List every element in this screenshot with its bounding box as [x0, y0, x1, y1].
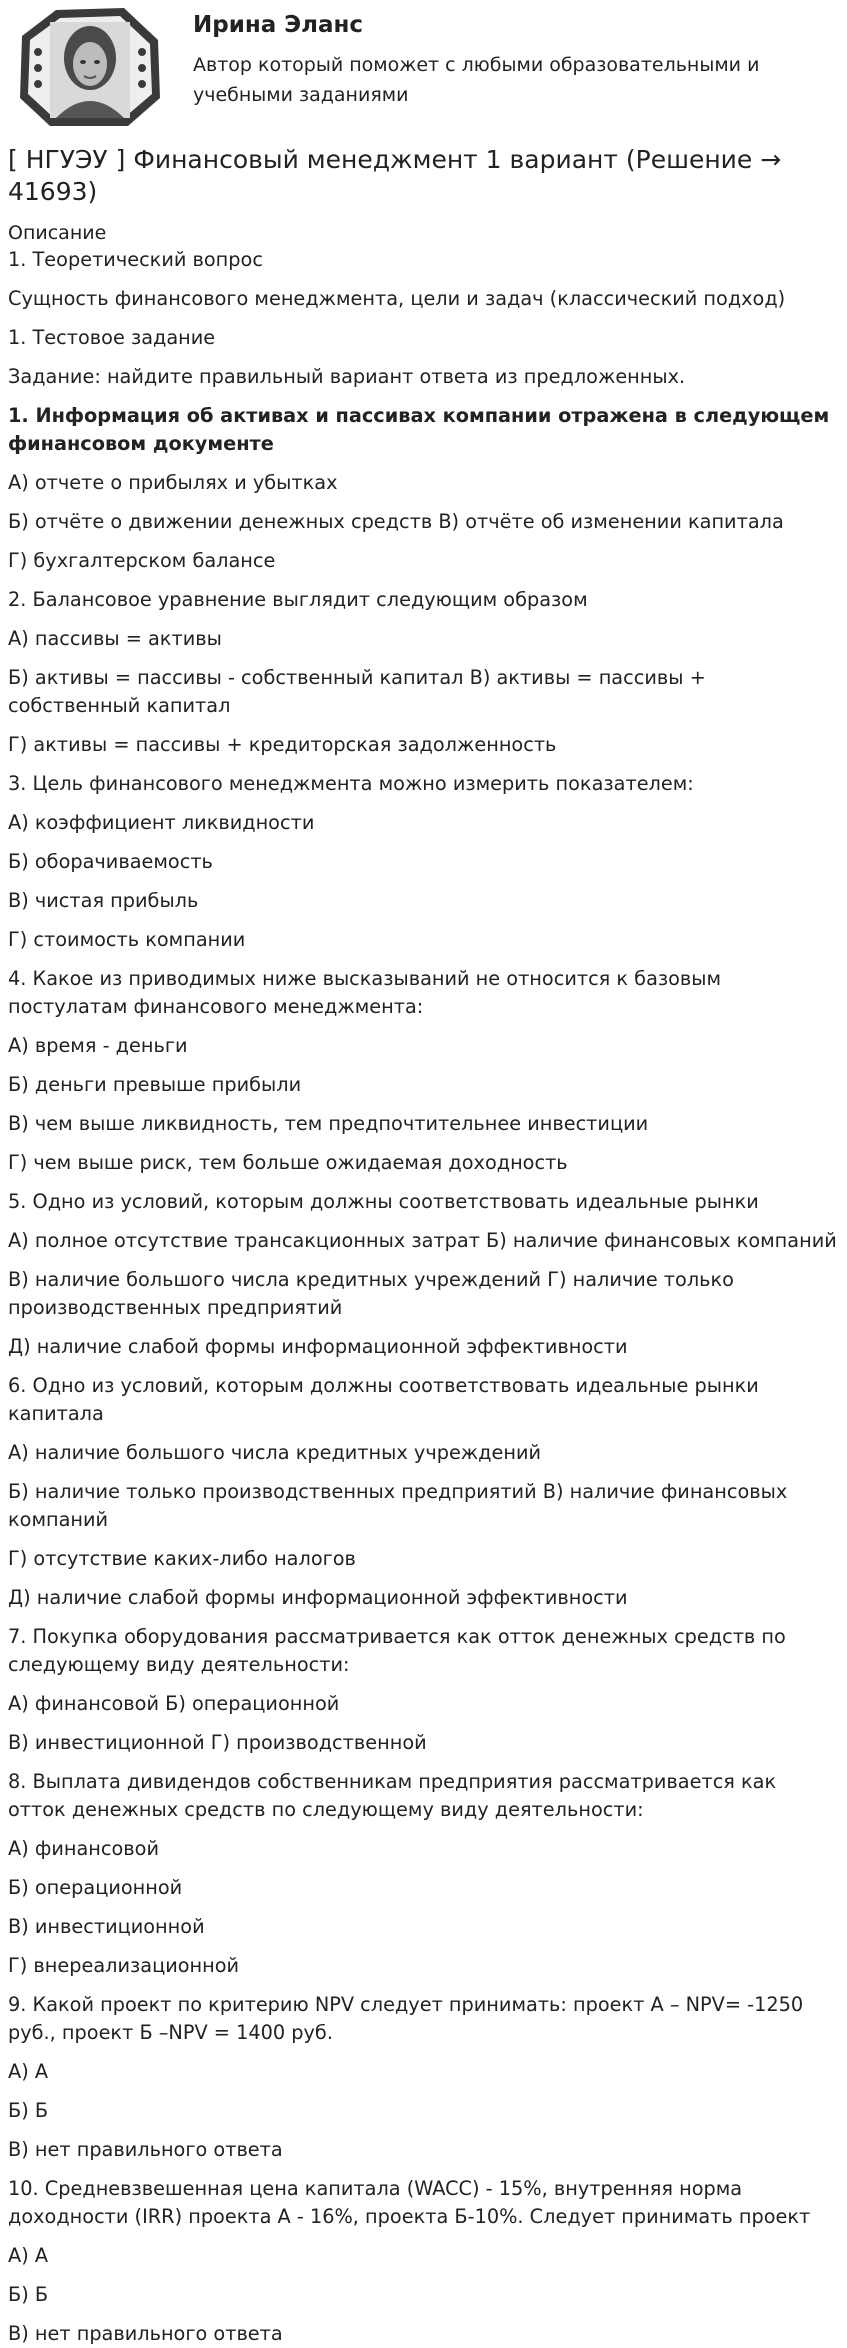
content-paragraph: А) А	[8, 2244, 49, 2267]
content-paragraph: Г) отсутствие каких-либо налогов	[8, 1547, 356, 1570]
description-content	[8, 246, 839, 2348]
content-paragraph: 1. Теоретический вопрос	[8, 248, 263, 271]
content-paragraph: 3. Цель финансового менеджмента можно измерить показателем:	[8, 772, 694, 795]
content-paragraph: Б) Б	[8, 2283, 49, 2306]
content-paragraph: 6. Одно из условий, которым должны соответствовать идеальные рынки капитала	[8, 1374, 759, 1425]
content-paragraph: В) чистая прибыль	[8, 889, 199, 912]
content-paragraph: А) финансовой	[8, 1837, 159, 1860]
content-paragraph: Г) бухгалтерском балансе	[8, 549, 276, 572]
content-paragraph: 1. Информация об активах и пассивах компании отражена в следующем финансовом документе	[8, 404, 830, 455]
content-paragraph: Б) оборачиваемость	[8, 850, 213, 873]
content-paragraph: Б) активы = пассивы - собственный капитал В) активы = пассивы + собственный капитал	[8, 666, 706, 717]
content-paragraph: А) пассивы = активы	[8, 627, 222, 650]
content-paragraph: 7. Покупка оборудования рассматривается как отток денежных средств по следующему виду деятельности:	[8, 1625, 786, 1676]
content-paragraph: А) время - деньги	[8, 1034, 188, 1057]
content-paragraph: Задание: найдите правильный вариант ответа из предложенных.	[8, 365, 686, 388]
content-paragraph: Г) стоимость компании	[8, 928, 246, 951]
description-label: Описание	[8, 222, 107, 244]
author-description: Автор который поможет с любыми образовательными и учебными заданиями	[193, 54, 760, 106]
portrait-icon	[50, 22, 130, 118]
content-paragraph: 2. Балансовое уравнение выглядит следующим образом	[8, 588, 588, 611]
content-paragraph: 5. Одно из условий, которым должны соответствовать идеальные рынки	[8, 1190, 759, 1213]
content-paragraph: Сущность финансового менеджмента, цели и задач (классический подход)	[8, 287, 786, 310]
content-paragraph: А) коэффициент ликвидности	[8, 811, 315, 834]
content-paragraph: А) А	[8, 2060, 49, 2083]
content-paragraph: В) нет правильного ответа	[8, 2138, 283, 2161]
content-paragraph: Г) чем выше риск, тем больше ожидаемая доходность	[8, 1151, 568, 1174]
content-paragraph: А) отчете о прибылях и убытках	[8, 471, 338, 494]
content-paragraph: 10. Средневзвешенная цена капитала (WACC) - 15%, внутренняя норма доходности (IRR) проекта А - 16%, проекта Б-10%. Следует принимать проект	[8, 2177, 811, 2228]
page-title: [ НГУЭУ ] Финансовый менеджмент 1 вариант (Решение → 41693)	[8, 145, 782, 206]
author-avatar[interactable]	[16, 6, 164, 128]
content-paragraph: А) финансовой Б) операционной	[8, 1692, 340, 1715]
content-paragraph: В) чем выше ликвидность, тем предпочтительнее инвестиции	[8, 1112, 649, 1135]
content-paragraph: Д) наличие слабой формы информационной эффективности	[8, 1586, 628, 1609]
content-paragraph: Б) отчёте о движении денежных средств В) отчёте об изменении капитала	[8, 510, 784, 533]
content-paragraph: А) наличие большого числа кредитных учреждений	[8, 1441, 542, 1464]
content-paragraph: Б) операционной	[8, 1876, 183, 1899]
author-name[interactable]: Ирина Эланс	[193, 12, 364, 38]
content-paragraph: Г) активы = пассивы + кредиторская задолженность	[8, 733, 557, 756]
content-paragraph: В) инвестиционной Г) производственной	[8, 1731, 427, 1754]
content-paragraph: Д) наличие слабой формы информационной эффективности	[8, 1335, 628, 1358]
content-paragraph: 4. Какое из приводимых ниже высказываний не относится к базовым постулатам финансового менеджмента:	[8, 967, 722, 1018]
content-paragraph: В) инвестиционной	[8, 1915, 205, 1938]
content-paragraph: 8. Выплата дивидендов собственникам предприятия рассматривается как отток денежных средств по следующему виду деятельности:	[8, 1770, 777, 1821]
content-paragraph: В) нет правильного ответа	[8, 2322, 283, 2345]
content-paragraph: Г) внереализационной	[8, 1954, 240, 1977]
content-paragraph: Б) наличие только производственных предприятий В) наличие финансовых компаний	[8, 1480, 788, 1531]
content-paragraph: А) полное отсутствие трансакционных затрат Б) наличие финансовых компаний	[8, 1229, 837, 1252]
content-paragraph: В) наличие большого числа кредитных учреждений Г) наличие только производственных предприятий	[8, 1268, 734, 1319]
content-paragraph: Б) Б	[8, 2099, 49, 2122]
content-paragraph: Б) деньги превыше прибыли	[8, 1073, 302, 1096]
author-card	[8, 0, 839, 140]
content-paragraph: 1. Тестовое задание	[8, 326, 216, 349]
content-paragraph: 9. Какой проект по критерию NPV следует принимать: проект А – NPV= -1250 руб., проект Б –NPV = 1400 руб.	[8, 1993, 804, 2044]
